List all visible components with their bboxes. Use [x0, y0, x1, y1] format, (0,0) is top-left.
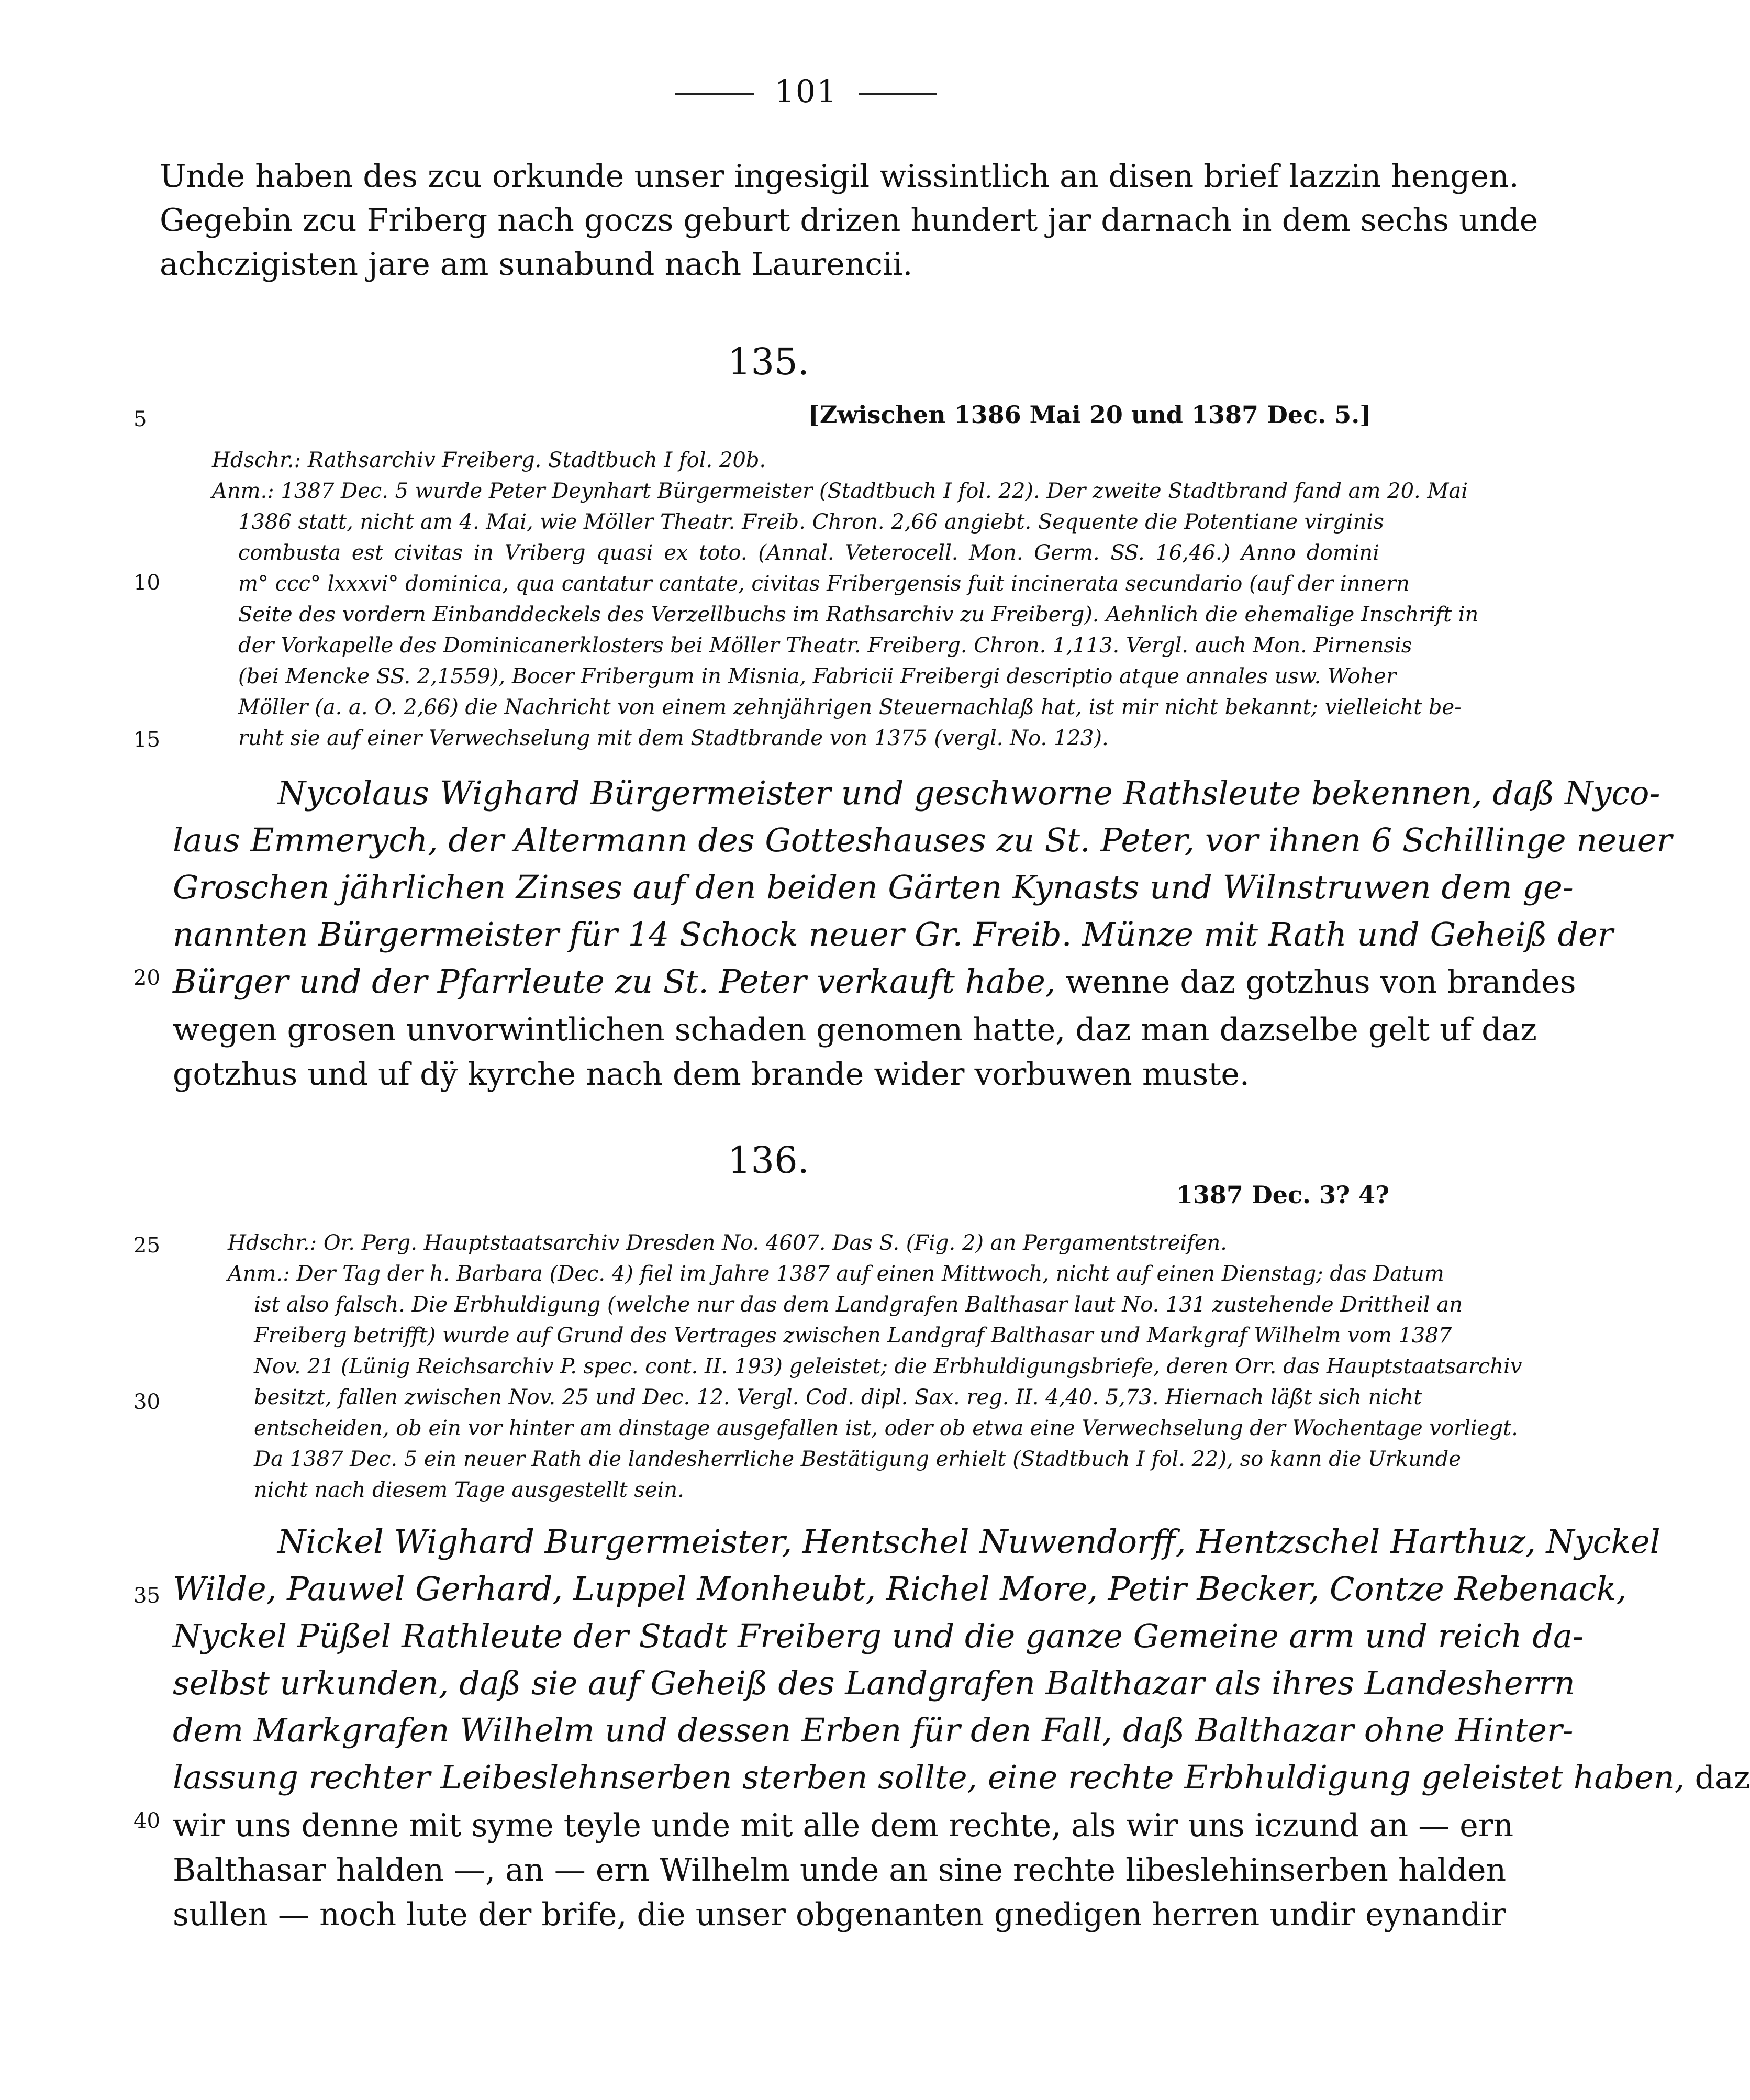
line-number: 40: [133, 1809, 160, 1833]
text-line: wegen grosen unvorwintlichen schaden genomen hatte, daz man dazselbe gelt uf daz: [173, 1012, 1537, 1048]
header-rule-right: [859, 93, 937, 95]
note-line: der Vorkapelle des Dominicanerklosters bei Möller Theatr. Freiberg. Chron. 1,113. Vergl. auch Mon. Pirnensis: [238, 634, 1412, 658]
note-line: Seite des vordern Einbanddeckels des Verzellbuchs im Rathsarchiv zu Freiberg). Aehnlich die ehemalige Inschrift in: [238, 603, 1479, 627]
regest-italic: Bürger und der Pfarrleute zu St. Peter verkauft habe,: [173, 962, 1056, 1001]
text-line: sullen — noch lute der brife, die unser obgenanten gnedigen herren undir eynandir: [173, 1896, 1506, 1933]
document-number-135: 135.: [728, 340, 809, 383]
header-rule-left: [675, 93, 754, 95]
regest-line: Nickel Wighard Burgermeister, Hentschel Nuwendorff, Hentzschel Harthuz, Nyckel: [277, 1523, 1660, 1561]
regest-line: [173, 1754, 1750, 1802]
line-number: 20: [133, 966, 160, 990]
note-line: Da 1387 Dec. 5 ein neuer Rath die landesherrliche Bestätigung erhielt (Stadtbuch I fol. 22), so kann die Urkunde: [254, 1447, 1461, 1471]
regest-line: dem Markgrafen Wilhelm und dessen Erben für den Fall, daß Balthazar ohne Hinter-: [173, 1711, 1574, 1749]
text-line: gotzhus und uf dÿ kyrche nach dem brande wider vorbuwen muste.: [173, 1056, 1250, 1093]
document-date-136: 1387 Dec. 3? 4?: [1176, 1181, 1389, 1209]
note-line: Nov. 21 (Lünig Reichsarchiv P. spec. cont. II. 193) geleistet; die Erbhuldigungsbriefe, deren Orr. das Hauptstaatsarchiv: [254, 1354, 1522, 1379]
intro-line: achczigisten jare am sunabund nach Laurencii.: [160, 246, 913, 283]
regest-text-start: wenne daz gotzhus von brandes: [1055, 964, 1576, 1001]
regest-line: Nycolaus Wighard Bürgermeister und geschworne Rathsleute bekennen, daß Nyco-: [277, 774, 1660, 812]
note-line: ist also falsch. Die Erbhuldigung (welche nur das dem Landgrafen Balthasar laut No. 131 zustehende Drittheil an: [254, 1293, 1463, 1317]
page-number: 101: [774, 73, 838, 110]
text-line: Balthasar halden —, an — ern Wilhelm unde an sine rechte libeslehinserben halden: [173, 1852, 1507, 1888]
regest-line: selbst urkunden, daß sie auf Geheiß des Landgrafen Balthazar als ihres Landesherrn: [173, 1664, 1575, 1702]
note-line: Freiberg betrifft) wurde auf Grund des Vertrages zwischen Landgraf Balthasar und Markgraf Wilhelm vom 1387: [254, 1324, 1452, 1348]
note-line: Hdschr.: Or. Perg. Hauptstaatsarchiv Dresden No. 4607. Das S. (Fig. 2) an Pergamentstreifen.: [228, 1231, 1227, 1255]
note-line: besitzt, fallen zwischen Nov. 25 und Dec. 12. Vergl. Cod. dipl. Sax. reg. II. 4,40. 5,73. Hiernach läßt sich nicht: [254, 1385, 1422, 1409]
note-line: Hdschr.: Rathsarchiv Freiberg. Stadtbuch I fol. 20b.: [212, 448, 766, 472]
regest-line: Wilde, Pauwel Gerhard, Luppel Monheubt, Richel More, Petir Becker, Contze Rebenack,: [173, 1570, 1627, 1608]
document-date-135: [Zwischen 1386 Mai 20 und 1387 Dec. 5.]: [808, 401, 1371, 429]
regest-italic: lassung rechter Leibeslehnserben sterben sollte, eine rechte Erbhuldigung geleistet haben,: [173, 1758, 1685, 1796]
regest-text-start: daz: [1685, 1760, 1750, 1796]
note-line: m° ccc° lxxxvi° dominica, qua cantatur cantate, civitas Fribergensis fuit incinerata secundario (auf der innern: [238, 572, 1410, 596]
line-number: 35: [133, 1584, 160, 1608]
line-number: 15: [133, 728, 160, 752]
document-number-136: 136.: [728, 1139, 809, 1182]
line-number: 30: [133, 1390, 160, 1414]
text-line: wir uns denne mit syme teyle unde mit alle dem rechte, als wir uns iczund an — ern: [173, 1807, 1514, 1844]
note-line: ruht sie auf einer Verwechselung mit dem Stadtbrande von 1375 (vergl. No. 123).: [238, 726, 1109, 750]
line-number: 5: [133, 407, 147, 431]
note-line: Möller (a. a. O. 2,66) die Nachricht von einem zehnjährigen Steuernachlaß hat, ist mir nicht bekannt; vielleicht be-: [238, 695, 1462, 719]
regest-line: [173, 958, 1576, 1006]
note-line: (bei Mencke SS. 2,1559), Bocer Fribergum in Misnia, Fabricii Freibergi descriptio atque annales usw. Woher: [238, 664, 1396, 688]
regest-line: nannten Bürgermeister für 14 Schock neuer Gr. Freib. Münze mit Rath und Geheiß der: [173, 915, 1613, 953]
page-header: [623, 73, 989, 110]
regest-line: Groschen jährlichen Zinses auf den beiden Gärten Kynasts und Wilnstruwen dem ge-: [173, 868, 1574, 906]
line-number: 25: [133, 1234, 160, 1258]
regest-line: laus Emmerych, der Altermann des Gotteshauses zu St. Peter, vor ihnen 6 Schillinge neuer: [173, 821, 1673, 859]
note-line: Anm.: 1387 Dec. 5 wurde Peter Deynhart Bürgermeister (Stadtbuch I fol. 22). Der zweite Stadtbrand fand am 20. Mai: [212, 479, 1468, 503]
note-line: entscheiden, ob ein vor hinter am dinstage ausgefallen ist, oder ob etwa eine Verwechselung der Wochentage vorliegt.: [254, 1416, 1518, 1440]
intro-line: Gegebin zcu Friberg nach goczs geburt drizen hundert jar darnach in dem sechs unde: [160, 202, 1539, 239]
note-line: combusta est civitas in Vriberg quasi ex toto. (Annal. Veterocell. Mon. Germ. SS. 16,46.) Anno domini: [238, 541, 1379, 565]
note-line: Anm.: Der Tag der h. Barbara (Dec. 4) fiel im Jahre 1387 auf einen Mittwoch, nicht auf einen Dienstag; das Datum: [228, 1262, 1444, 1286]
regest-line: Nyckel Püßel Rathleute der Stadt Freiberg und die ganze Gemeine arm und reich da-: [173, 1617, 1584, 1655]
intro-line: Unde haben des zcu orkunde unser ingesigil wissintlich an disen brief lazzin hengen.: [160, 158, 1519, 195]
note-line: nicht nach diesem Tage ausgestellt sein.: [254, 1478, 684, 1502]
note-line: 1386 statt, nicht am 4. Mai, wie Möller Theatr. Freib. Chron. 2,66 angiebt. Sequente die Potentiane virginis: [238, 510, 1384, 534]
line-number: 10: [133, 571, 160, 595]
